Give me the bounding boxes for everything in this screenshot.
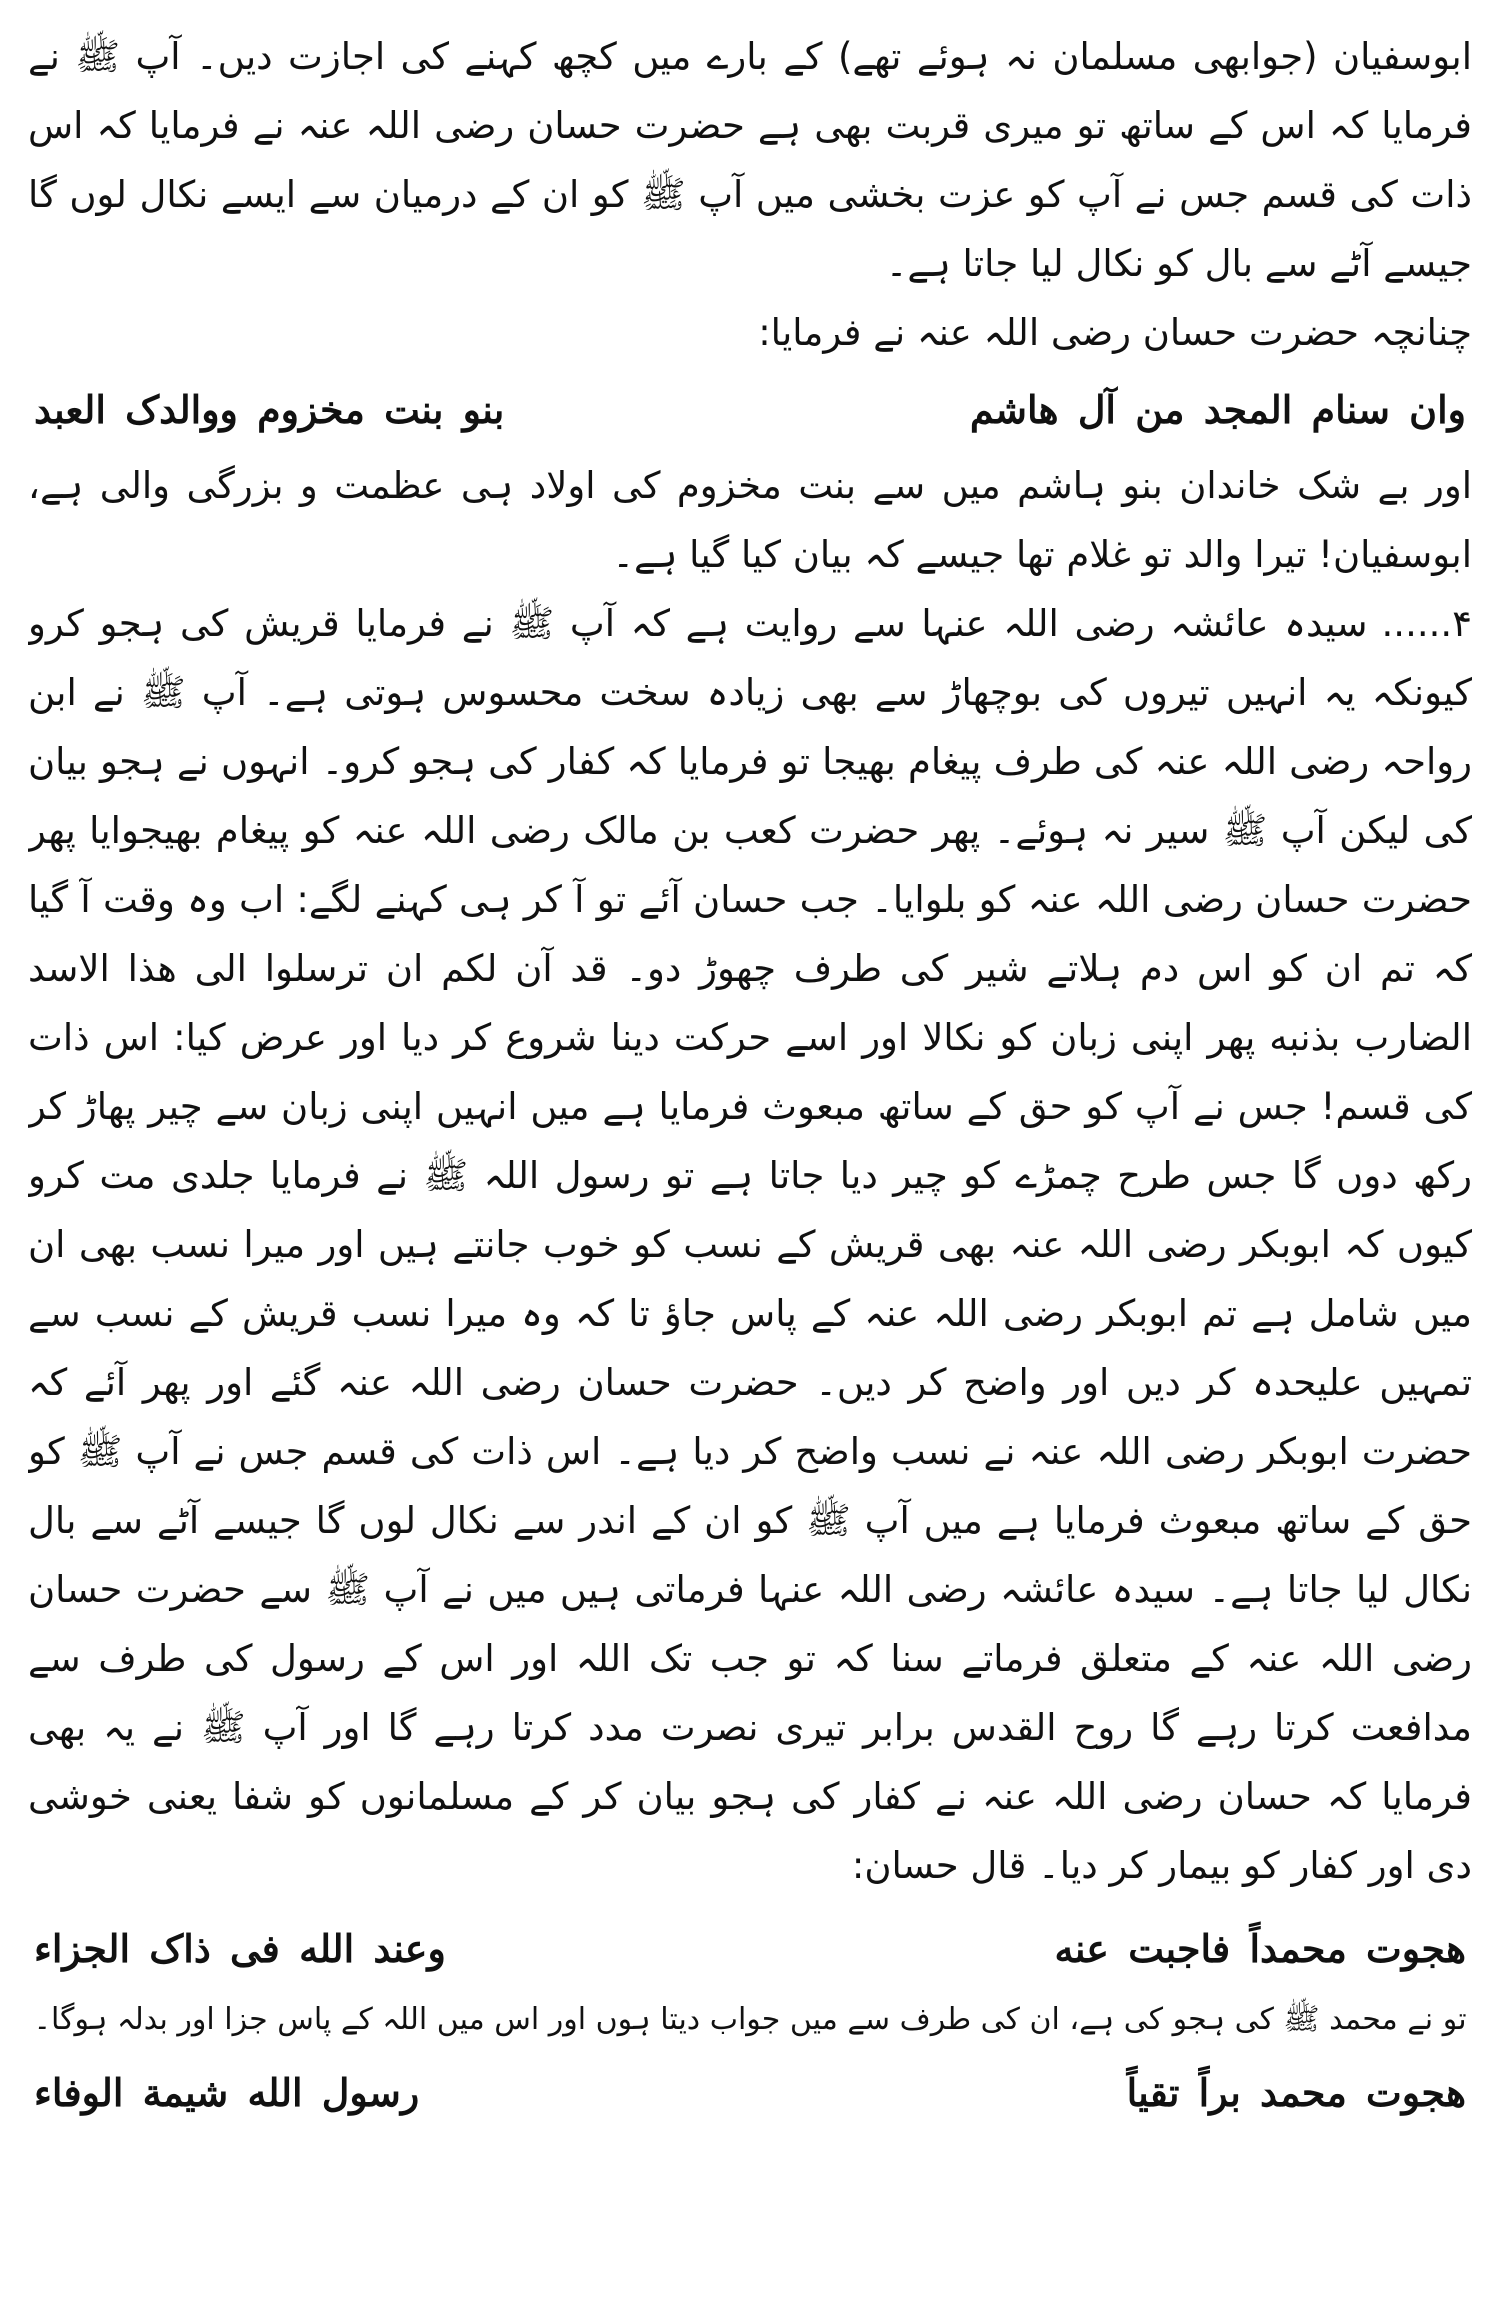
document-page	[28, 22, 1472, 2278]
paragraph-1: ابوسفیان (جوابھی مسلمان نہ ہوئے تھے) کے بارے میں کچھ کہنے کی اجازت دیں۔ آپ ﷺ نے فرمایا کہ اس کے ساتھ تو میری قربت بھی ہے حضرت حسان رضی اللہ عنہ نے فرمایا کہ اس ذات کی قسم جس نے آپ کو عزت بخشی میں آپ ﷺ کو ان کے درمیان سے ایسے نکال لوں گا جیسے آٹے سے بال کو نکال لیا جاتا ہے۔	[28, 35, 1472, 285]
verse-1-second-hemistich: بنو بنت مخزوم ووالدک العبد	[34, 386, 505, 432]
paragraph-3	[28, 589, 1472, 1900]
verse-2-first-hemistich: هجوت محمداً فاجبت عنه	[1054, 1925, 1466, 1971]
arabic-verse-1	[28, 367, 1472, 451]
heading-poetry-intro: چنانچہ حضرت حسان رضی اللہ عنہ نے فرمایا:	[758, 311, 1472, 354]
verse-1-first-hemistich: وان سنام المجد من آل هاشم	[969, 386, 1466, 432]
verse-2-second-hemistich: وعند الله فی ذاک الجزاء	[34, 1925, 446, 1971]
arabic-verse-3	[28, 2050, 1472, 2134]
paragraph-3-text: سیدہ عائشہ رضی اللہ عنہا سے روایت ہے کہ آپ ﷺ نے فرمایا قریش کی ہجو کرو کیونکہ یہ انہیں تیروں کی بوچھاڑ سے بھی زیادہ سخت محسوس ہوتی ہے۔ آپ ﷺ نے ابن رواحہ رضی اللہ عنہ کی طرف پیغام بھیجا تو فرمایا کہ کفار کی ہجو کرو۔ انہوں نے ہجو بیان کی لیکن آپ ﷺ سیر نہ ہوئے۔ پھر حضرت کعب بن مالک رضی اللہ عنہ کو پیغام بھیجوایا پھر حضرت حسان رضی اللہ عنہ کو بلوایا۔ جب حسان آئے تو آ کر ہی کہنے لگے: اب وہ وقت آ گیا کہ تم ان کو اس دم ہلاتے شیر کی طرف چھوڑ دو۔ قد آن لكم ان ترسلوا الى هذا الاسد الضارب بذنبه پھر اپنی زبان کو نکالا اور اسے حرکت دینا شروع کر دیا اور عرض کیا: اس ذات کی قسم! جس نے آپ کو حق کے ساتھ مبعوث فرمایا ہے میں انہیں اپنی زبان سے چیر پھاڑ کر رکھ دوں گا جس طرح چمڑے کو چیر دیا جاتا ہے تو رسول اللہ ﷺ نے فرمایا جلدی مت کرو کیوں کہ ابوبکر رضی اللہ عنہ بھی قریش کے نسب کو خوب جانتے ہیں اور میرا نسب بھی ان میں شامل ہے تم ابوبکر رضی اللہ عنہ کے پاس جاؤ تا کہ وہ میرا نسب قریش کے نسب سے تمہیں علیحدہ کر دیں اور واضح کر دیں۔ حضرت حسان رضی اللہ عنہ گئے اور پھر آئے کہ حضرت ابوبکر رضی اللہ عنہ نے نسب واضح کر دیا ہے۔ اس ذات کی قسم جس نے آپ ﷺ کو حق کے ساتھ مبعوث فرمایا ہے میں آپ ﷺ کو ان کے اندر سے نکال لوں گا جیسے آٹے سے بال نکال لیا جاتا ہے۔ سیدہ عائشہ رضی اللہ عنہا فرماتی ہیں میں نے آپ ﷺ سے حضرت حسان رضی اللہ عنہ کے متعلق فرماتے سنا کہ تو جب تک اللہ اور اس کے رسول کی طرف سے مدافعت کرتا رہے گا روح القدس برابر تیری نصرت مدد کرتا رہے گا اور آپ ﷺ نے یہ بھی فرمایا کہ حسان رضی اللہ عنہ نے کفار کی ہجو بیان کر کے مسلمانوں کو شفا یعنی خوشی دی اور کفار کو بیمار کر دیا۔ قال حسان:	[28, 602, 1472, 1887]
arabic-verse-2	[28, 1906, 1472, 1990]
hadith-number: ۴......	[1381, 602, 1472, 645]
verse-3-second-hemistich: رسول الله شيمة الوفاء	[34, 2069, 420, 2115]
paragraph-2: اور بے شک خاندان بنو ہاشم میں سے بنت مخزوم کی اولاد ہی عظمت و بزرگی والی ہے، ابوسفیان! تیرا والد تو غلام تھا جیسے کہ بیان کیا گیا ہے۔	[28, 464, 1472, 576]
verse-3-first-hemistich: هجوت محمد براً تقياً	[1126, 2069, 1466, 2115]
verse-2-translation: تو نے محمد ﷺ کی ہجو کی ہے، ان کی طرف سے میں جواب دیتا ہوں اور اس میں اللہ کے پاس جزا اور بدلہ ہوگا۔	[33, 2002, 1467, 2037]
